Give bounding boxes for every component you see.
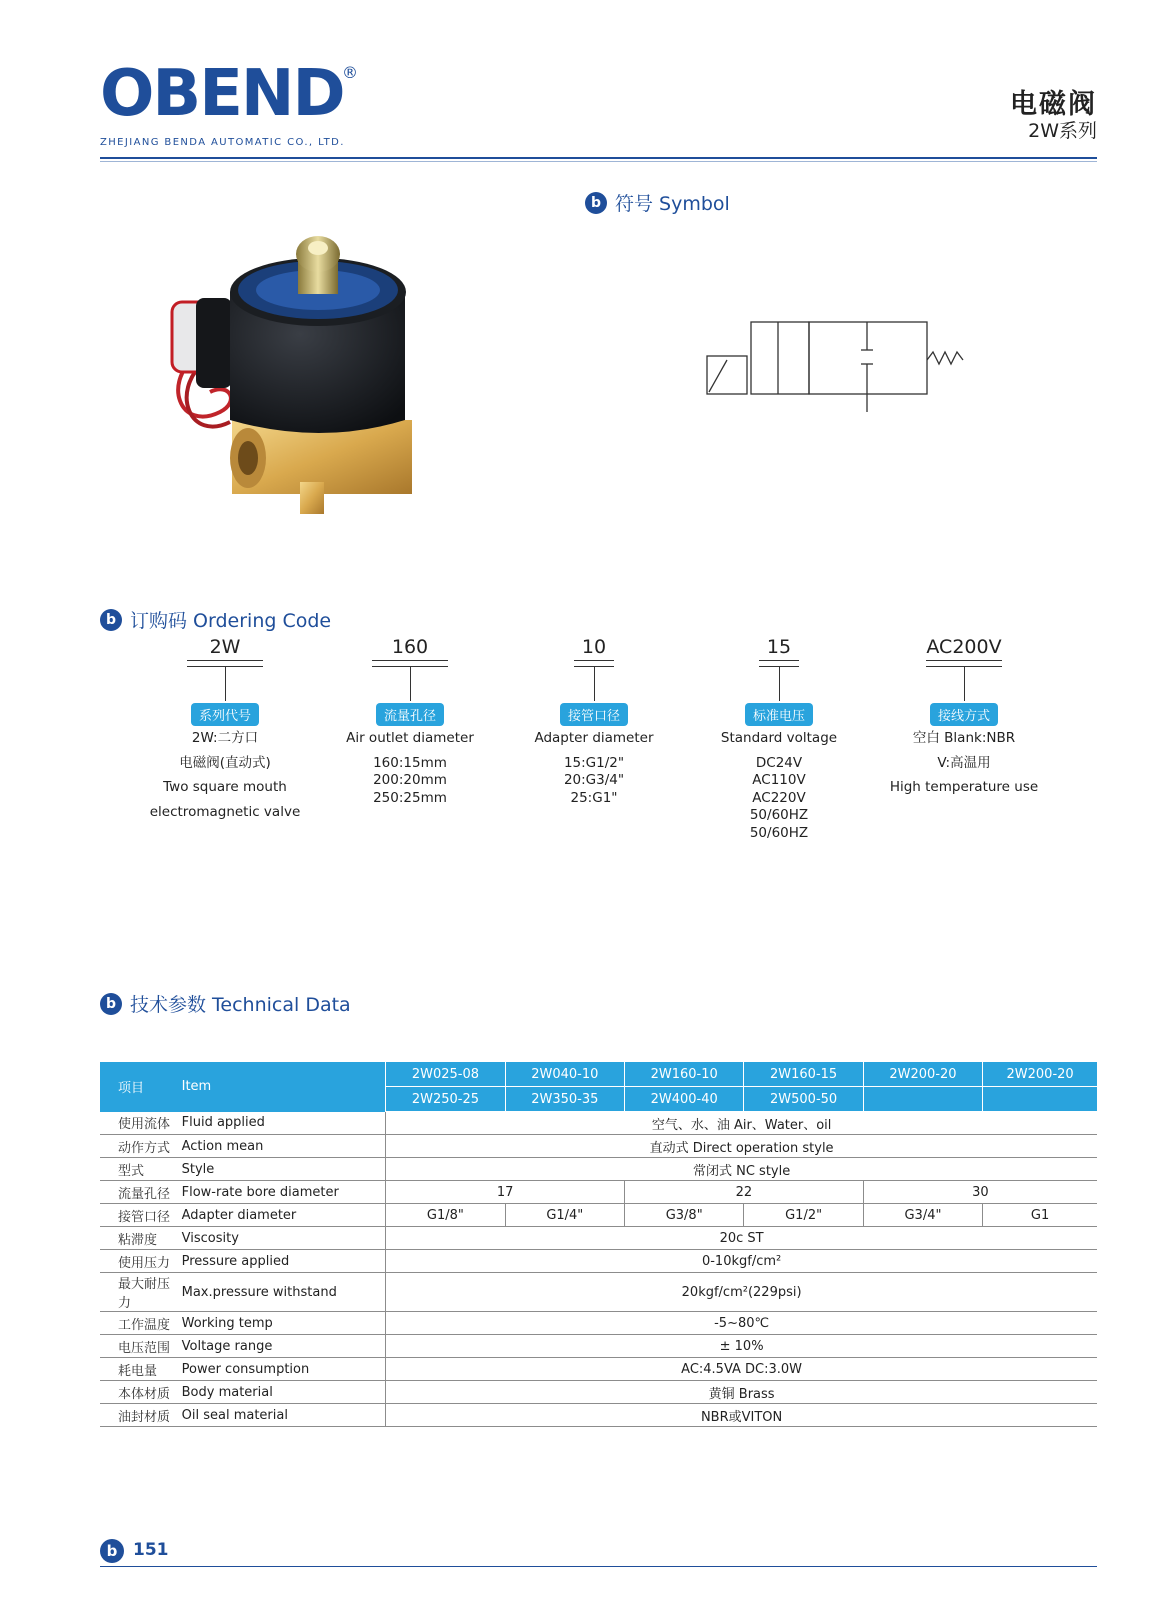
table-row xyxy=(100,1312,1097,1335)
ordering-col-wiring xyxy=(854,636,1074,797)
ordering-line: 50/60HZ xyxy=(749,824,809,841)
row-label-en: Style xyxy=(182,1158,386,1181)
model-header xyxy=(863,1087,982,1112)
row-value: G3/8" xyxy=(625,1204,744,1227)
ordering-tag: 标准电压 xyxy=(745,703,813,726)
ordering-code: 10 xyxy=(581,636,607,658)
ordering-line: 25:G1" xyxy=(570,789,618,806)
ordering-line: DC24V xyxy=(755,754,803,771)
table-row xyxy=(100,1227,1097,1250)
ordering-line: 20:G3/4" xyxy=(563,772,625,788)
brand-logo: OBEND xyxy=(100,57,344,131)
ordering-code: 15 xyxy=(766,636,792,658)
symbol-heading xyxy=(585,189,730,216)
header-item-en: Item xyxy=(182,1062,386,1112)
row-value: G1 xyxy=(983,1204,1097,1227)
footer-rule xyxy=(100,1566,1097,1567)
table-row xyxy=(100,1250,1097,1273)
valve-symbol-diagram xyxy=(705,320,970,415)
ordering-line: 50/60HZ xyxy=(749,807,809,823)
ordering-line: 200:20mm xyxy=(373,772,447,788)
header-rule-thin xyxy=(100,161,1097,162)
row-label-cn: 最大耐压力 xyxy=(100,1273,182,1312)
model-header: 2W500-50 xyxy=(744,1087,863,1112)
row-label-en: Power consumption xyxy=(182,1358,386,1381)
row-value: 30 xyxy=(863,1181,1097,1204)
page-number: 151 xyxy=(133,1540,169,1560)
valve-product-image xyxy=(160,232,430,522)
model-header: 2W400-40 xyxy=(625,1087,744,1112)
row-label-en: Action mean xyxy=(182,1135,386,1158)
row-label-cn: 型式 xyxy=(100,1158,182,1181)
tech-heading xyxy=(100,990,351,1017)
section-badge-icon: b xyxy=(100,609,122,631)
ordering-line: Two square mouth xyxy=(163,779,287,795)
ordering-line: 2W:二方口 xyxy=(191,730,259,746)
ordering-tag: 接线方式 xyxy=(930,703,998,726)
footer-badge-icon: b xyxy=(100,1539,124,1563)
header-item-cn: 项目 xyxy=(100,1062,182,1112)
company-name: ZHEJIANG BENDA AUTOMATIC CO., LTD. xyxy=(100,137,345,148)
row-value: 空气、水、油 Air、Water、oil xyxy=(386,1112,1097,1135)
table-row xyxy=(100,1135,1097,1158)
ordering-tag: 流量孔径 xyxy=(376,703,444,726)
row-label-en: Adapter diameter xyxy=(182,1204,386,1227)
row-label-en: Fluid applied xyxy=(182,1112,386,1135)
row-label-en: Voltage range xyxy=(182,1335,386,1358)
ordering-line: electromagnetic valve xyxy=(149,803,301,820)
row-value: AC:4.5VA DC:3.0W xyxy=(386,1358,1097,1381)
technical-data-table xyxy=(100,1062,1097,1427)
section-badge-icon: b xyxy=(585,192,607,214)
ordering-heading-text: 订购码 Ordering Code xyxy=(130,610,332,632)
section-badge-icon: b xyxy=(100,993,122,1015)
row-value: G1/2" xyxy=(744,1204,863,1227)
row-value: -5~80℃ xyxy=(386,1312,1097,1335)
row-value: G1/4" xyxy=(505,1204,624,1227)
table-row xyxy=(100,1181,1097,1204)
table-row xyxy=(100,1273,1097,1312)
ordering-head: Standard voltage xyxy=(720,730,838,746)
ordering-line: 15:G1/2" xyxy=(563,754,625,771)
row-value: 常闭式 NC style xyxy=(386,1158,1097,1181)
row-label-cn: 耗电量 xyxy=(100,1358,182,1381)
model-header: 2W250-25 xyxy=(386,1087,505,1112)
row-value: ± 10% xyxy=(386,1335,1097,1358)
registered-mark: ® xyxy=(342,63,358,82)
row-label-cn: 本体材质 xyxy=(100,1381,182,1404)
row-label-cn: 电压范围 xyxy=(100,1335,182,1358)
model-header xyxy=(983,1087,1097,1112)
row-label-en: Flow-rate bore diameter xyxy=(182,1181,386,1204)
ordering-line: 空白 Blank:NBR xyxy=(912,730,1016,746)
row-label-cn: 接管口径 xyxy=(100,1204,182,1227)
table-row xyxy=(100,1112,1097,1135)
model-header: 2W200-20 xyxy=(863,1062,982,1087)
symbol-heading-text: 符号 Symbol xyxy=(615,193,730,215)
ordering-line: High temperature use xyxy=(889,779,1039,795)
row-value: 直动式 Direct operation style xyxy=(386,1135,1097,1158)
row-label-en: Max.pressure withstand xyxy=(182,1273,386,1312)
ordering-line: V:高温用 xyxy=(937,754,991,771)
row-label-en: Viscosity xyxy=(182,1227,386,1250)
model-header: 2W350-35 xyxy=(505,1087,624,1112)
ordering-line: 250:25mm xyxy=(373,789,447,806)
row-label-cn: 动作方式 xyxy=(100,1135,182,1158)
ordering-code: 2W xyxy=(209,636,241,658)
row-label-en: Body material xyxy=(182,1381,386,1404)
table-row xyxy=(100,1358,1097,1381)
row-label-en: Pressure applied xyxy=(182,1250,386,1273)
table-row xyxy=(100,1158,1097,1181)
model-header: 2W200-20 xyxy=(983,1062,1097,1087)
row-value: G1/8" xyxy=(386,1204,505,1227)
page-title: 电磁阀 xyxy=(1010,89,1097,120)
row-value: 20kgf/cm²(229psi) xyxy=(386,1273,1097,1312)
row-label-en: Oil seal material xyxy=(182,1404,386,1427)
row-label-en: Working temp xyxy=(182,1312,386,1335)
model-header: 2W160-10 xyxy=(625,1062,744,1087)
table-row xyxy=(100,1335,1097,1358)
ordering-line: 电磁阀(直动式) xyxy=(179,754,271,771)
row-label-cn: 粘滞度 xyxy=(100,1227,182,1250)
row-value: G3/4" xyxy=(863,1204,982,1227)
ordering-tag: 接管口径 xyxy=(560,703,628,726)
row-value: 0-10kgf/cm² xyxy=(386,1250,1097,1273)
ordering-line: AC220V xyxy=(752,789,806,806)
row-label-cn: 油封材质 xyxy=(100,1404,182,1427)
row-value: 22 xyxy=(625,1181,864,1204)
ordering-head: Adapter diameter xyxy=(534,730,654,746)
table-row xyxy=(100,1381,1097,1404)
row-value: 黄铜 Brass xyxy=(386,1381,1097,1404)
header-rule xyxy=(100,157,1097,159)
ordering-code: AC200V xyxy=(926,636,1002,658)
ordering-tag: 系列代号 xyxy=(191,703,259,726)
model-header: 2W160-15 xyxy=(744,1062,863,1087)
table-row xyxy=(100,1204,1097,1227)
row-label-cn: 使用压力 xyxy=(100,1250,182,1273)
model-header: 2W040-10 xyxy=(505,1062,624,1087)
row-label-cn: 使用流体 xyxy=(100,1112,182,1135)
row-value: 17 xyxy=(386,1181,625,1204)
row-label-cn: 流量孔径 xyxy=(100,1181,182,1204)
ordering-heading xyxy=(100,606,331,633)
page-subtitle: 2W系列 xyxy=(1028,120,1097,142)
table-row xyxy=(100,1404,1097,1427)
model-header: 2W025-08 xyxy=(386,1062,505,1087)
tech-heading-text: 技术参数 Technical Data xyxy=(130,994,351,1016)
row-value: NBR或VITON xyxy=(386,1404,1097,1427)
row-label-cn: 工作温度 xyxy=(100,1312,182,1335)
row-value: 20c ST xyxy=(386,1227,1097,1250)
ordering-head: Air outlet diameter xyxy=(346,730,474,746)
ordering-line: 160:15mm xyxy=(373,754,447,771)
footer-badge xyxy=(100,1539,124,1563)
ordering-line: AC110V xyxy=(752,772,806,788)
ordering-code: 160 xyxy=(391,636,429,658)
